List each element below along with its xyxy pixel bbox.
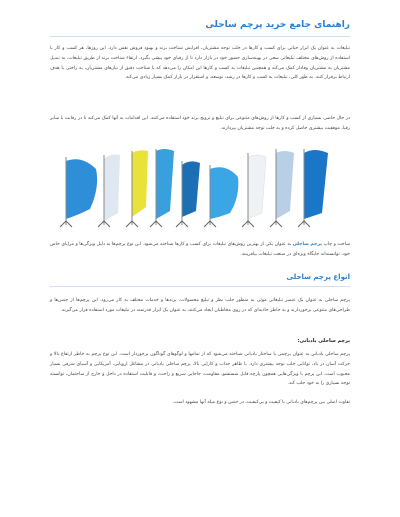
paragraph-2: در حال حاضر، بسیاری از کسب و کارها از روش‌های متنوعی برای تبلیغ و ترویج برند خود استفاده می‌کنند. این اقدامات به آنها کمک می‌کند تا در رقابت با سایر رقبا، موفقیت بیشتری حاصل کرده و به جلب توجه مشتریان بپردازند. <box>50 116 350 131</box>
beach-flags-image <box>52 147 348 229</box>
subsection-title: پرچم ساحلی بادبانی: <box>297 338 350 344</box>
paragraph-3 <box>50 240 350 260</box>
paragraph-3-prefix: ساخت و چاپ <box>323 242 351 247</box>
paragraph-4: پرچم ساحلی به عنوان یک عنصر تبلیغاتی موثر، به منظور جلب نظر و تبلیغ محصولات، برندها و خدمات مختلف به کار می‌رود. این پرچم‌ها از جنس‌ها و طراحی‌های متنوعی برخوردارند و به خاطر جاذبه‌ای که در روی مخاطبان ایجاد می‌کنند، به عنوان یک ابزار قدرتمند در تبلیغات مورد استفاده قرار می‌گیرند. <box>50 298 350 313</box>
article-title: راهنمای جامع خرید پرچم ساحلی <box>50 20 350 37</box>
paragraph-6: تفاوت اصلی بین پرچم‌های بادبانی با کیفیت و بی‌کیفیت، در جنس و نوع میله آنها مشهود است. <box>172 400 350 405</box>
paragraph-5: پرچم ساحلی بادبانی به عنوان پرچمی با ساختار بادبانی شناخته می‌شود که از تمامها و لوگوهای گوناگون برخوردار است. این نوع پرچم به خاطر ارتفاع بالا و حرکت آسان در باد، توانایی جلب توجه بیشتری دارد. با ظاهر جذاب و کارایی بالا، پرچم ساحلی بادبانی در مشاغل اروپایی، آمریکایی و آسیای شرقی بسیار محبوب است. این پرچم با ویژگی‌هایی همچون پارچه قابل شستشو، مقاومت، جاجایی سریع و راحت، و قابلیت استفاده در داخل و خارج از ساختمان، توانسته توجه بسیاری را به خود جلب کند. <box>50 352 350 387</box>
beach-flag-link[interactable]: پرچم ساحلی <box>292 242 322 247</box>
section-title: انواع پرچم ساحلی <box>50 273 350 287</box>
intro-paragraph: تبلیغات به عنوان یک ابزار حیاتی برای کسب و کارها در جلب توجه مشتریان، افزایش شناخت برند و بهبود فروش نقش دارد. این روزها، هر کسب و کار با استفاده از روش‌های مختلف تبلیغاتی سعی در بهینه‌سازی حضور خود در بازار دارد تا از رقبای خود پیشی بگیرد. ارتقاء شناخت برند از طریق تبلیغات، به تبدیل مشتریان به مشتریان وفادار کمک می‌کند و همچنین تبلیغات به کسب و کارها این امکان را می‌دهد که با شناخت دقیق از نیازهای مشتریان، به راحتی با هدف ارتباط برقرار کنند. به طور کلی، تبلیغات به کسب و کارها در رشد، توسعه، و استقرار در بازار کمک بسیار زیادی می‌کند. <box>50 46 350 81</box>
paragraph-3-suffix: به عنوان یکی از بهترین روش‌های تبلیغات برای کسب و کارها شناخته می‌شود. این نوع پرچم‌ها به دلیل ویژگی‌ها و مزایای خاص خود، توانسته‌اند جایگاه ویژه‌ای در صنعت تبلیغات بیافرینند. <box>50 242 350 257</box>
